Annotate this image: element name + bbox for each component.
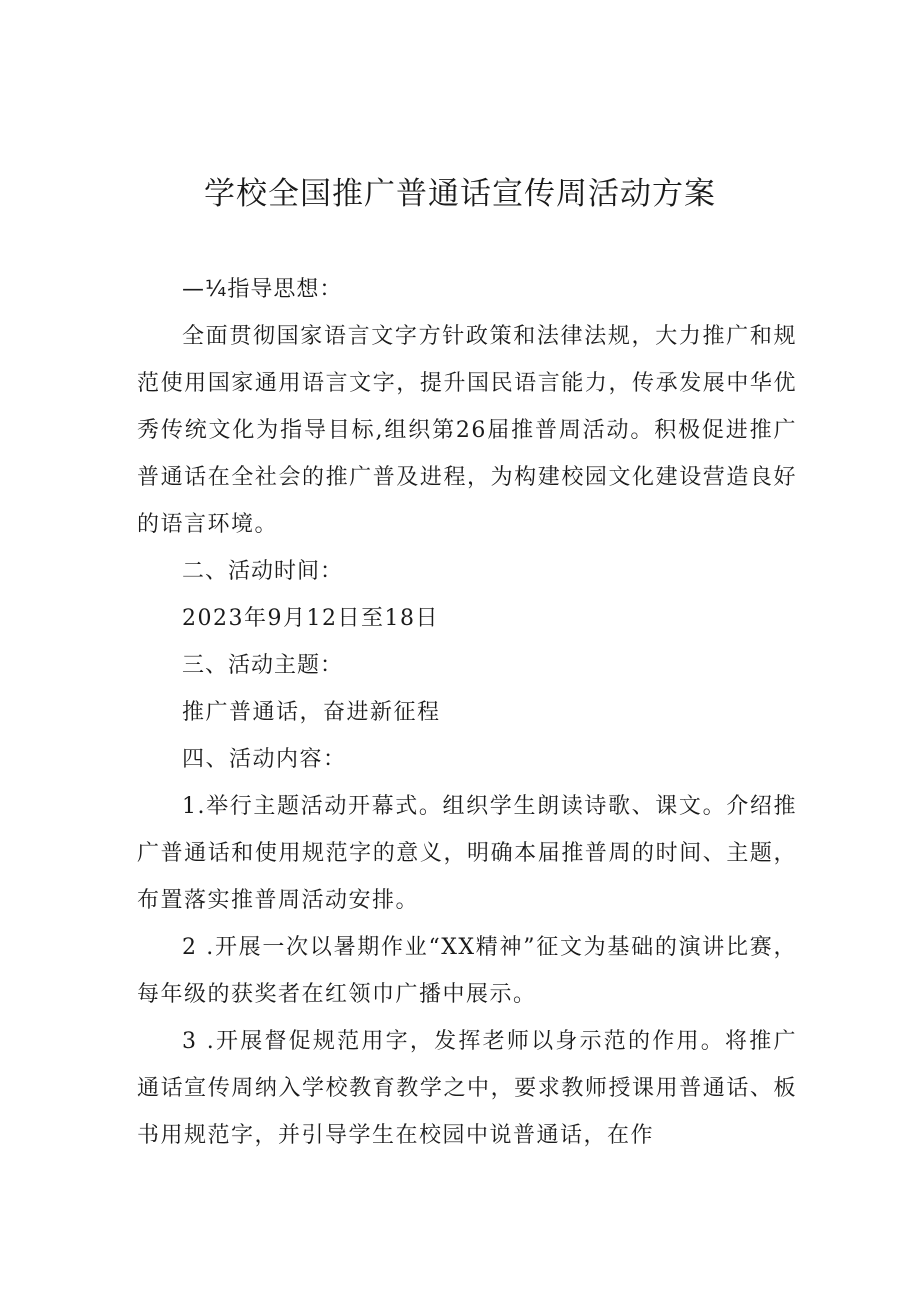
document-title: 学校全国推广普通话宣传周活动方案 (204, 176, 716, 212)
section-heading-content: 四、活动内容： (182, 747, 347, 772)
paragraph-line: 全面贯彻国家语言文字方针政策和法律法规，大力推广和规 (182, 324, 797, 349)
paragraph-line: 范使用国家通用语言文字，提升国民语言能力，传承发展中华优 (137, 371, 797, 396)
content-item-1-line: 布置落实推普周活动安排。 (137, 888, 420, 913)
content-item-3-line: 3 .开展督促规范用字，发挥老师以身示范的作用。将推广 (182, 1029, 797, 1054)
section-heading-theme: 三、活动主题： (182, 653, 344, 678)
content-item-2-line: 每年级的获奖者在红领巾广播中展示。 (137, 982, 537, 1007)
content-item-1-line: 广普通话和使用规范字的意义，明确本届推普周的时间、主题， (137, 841, 797, 866)
activity-theme-value: 推广普通话，奋进新征程 (182, 700, 441, 725)
activity-time-value: 2023年9月12日至18日 (182, 606, 439, 631)
content-item-3-line: 通话宣传周纳入学校教育教学之中，要求教师授课用普通话、板 (137, 1076, 797, 1101)
content-item-2-line: 2 .开展一次以暑期作业“XX精神”征文为基础的演讲比赛， (182, 935, 797, 960)
paragraph-line: 的语言环境。 (137, 512, 279, 537)
document-body (137, 266, 797, 1159)
section-heading-time: 二、活动时间： (182, 559, 344, 584)
content-item-3-line: 书用规范字，并引导学生在校园中说普通话，在作 (137, 1123, 655, 1148)
paragraph-line: 秀传统文化为指导目标,组织第26届推普周活动。积极促进推广 (137, 418, 797, 443)
paragraph-line: 普通话在全社会的推广普及进程，为构建校园文化建设营造良好 (137, 465, 797, 490)
section-heading-guiding: —¼指导思想： (182, 277, 343, 302)
content-item-1-line: 1.举行主题活动开幕式。组织学生朗读诗歌、课文。介绍推 (182, 794, 797, 819)
